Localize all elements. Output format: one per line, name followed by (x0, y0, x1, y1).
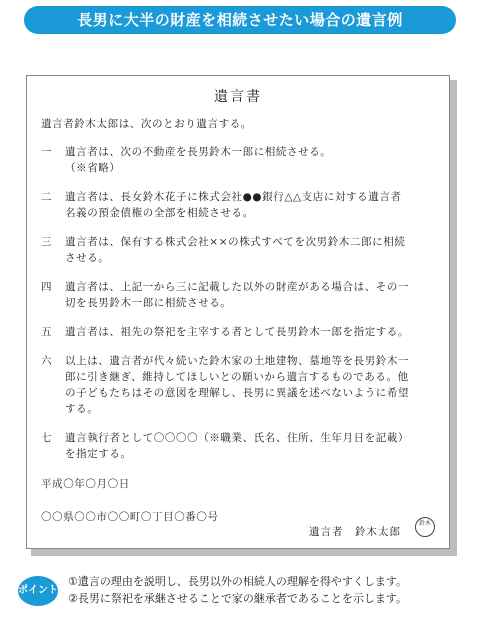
clause-7 (41, 430, 439, 462)
document-intro: 遺言者鈴木太郎は、次のとおり遺言する。 (41, 118, 252, 130)
clause-text: 遺言者は、保有する株式会社××の株式すべてを次男鈴木二郎に相続 させる。 (65, 236, 406, 264)
clause-number: 四 (41, 281, 53, 293)
clause-number: 一 (41, 146, 53, 158)
point-item: ②長男に祭祀を承継させることで家の継承者であることを示します。 (68, 592, 407, 605)
clause-number: 三 (41, 236, 53, 248)
clause-6 (41, 353, 439, 417)
points-list (68, 573, 407, 607)
testator-signature: 遺言者 鈴木太郎 (309, 526, 401, 538)
clause-number: 二 (41, 191, 53, 203)
clause-text: 遺言者は、上記一から三に記載した以外の財産がある場合は、その一 切を長男鈴木一郎に相続させる。 (65, 281, 410, 309)
clause-text: 以上は、遺言者が代々続いた鈴木家の土地建物、墓地等を長男鈴木一 郎に引き継ぎ、維持してほしいとの願いから遺言するものである。他 の子どもたちはその意図を理解し、長男に異議を述べないように希望 する。 (65, 355, 410, 415)
clause-text: 遺言執行者として〇〇〇〇（※職業、氏名、住所、生年月日を記載） を指定する。 (65, 432, 410, 460)
clause-number: 七 (41, 432, 53, 444)
clause-3 (41, 234, 439, 266)
testator-address: 〇〇県〇〇市〇〇町〇丁目〇番〇号 (41, 511, 219, 523)
clause-5 (41, 324, 439, 340)
clause-4 (41, 279, 439, 311)
clause-text: 遺言者は、長女鈴木花子に株式会社●●銀行△△支店に対する遺言者 名義の預金債権の全部を相続させる。 (65, 191, 402, 219)
seal-stamp-icon: 鈴木 (415, 517, 435, 537)
clause-number: 五 (41, 326, 53, 338)
clause-text: 遺言者は、祖先の祭祀を主宰する者として長男鈴木一郎を指定する。 (65, 326, 410, 338)
document-date: 平成〇年〇月〇日 (41, 478, 130, 490)
point-badge: ポイント (18, 576, 58, 606)
clause-2 (41, 189, 439, 221)
point-item: ①遺言の理由を説明し、長男以外の相続人の理解を得やすくします。 (68, 575, 407, 588)
document-title: 遺言書 (214, 89, 262, 105)
will-document (26, 75, 450, 549)
clause-text: 遺言者は、次の不動産を長男鈴木一郎に相続させる。 （※省略） (65, 146, 332, 174)
clause-number: 六 (41, 355, 53, 367)
clause-1 (41, 144, 439, 176)
page-title-banner: 長男に大半の財産を相続させたい場合の遺言例 (24, 6, 456, 34)
